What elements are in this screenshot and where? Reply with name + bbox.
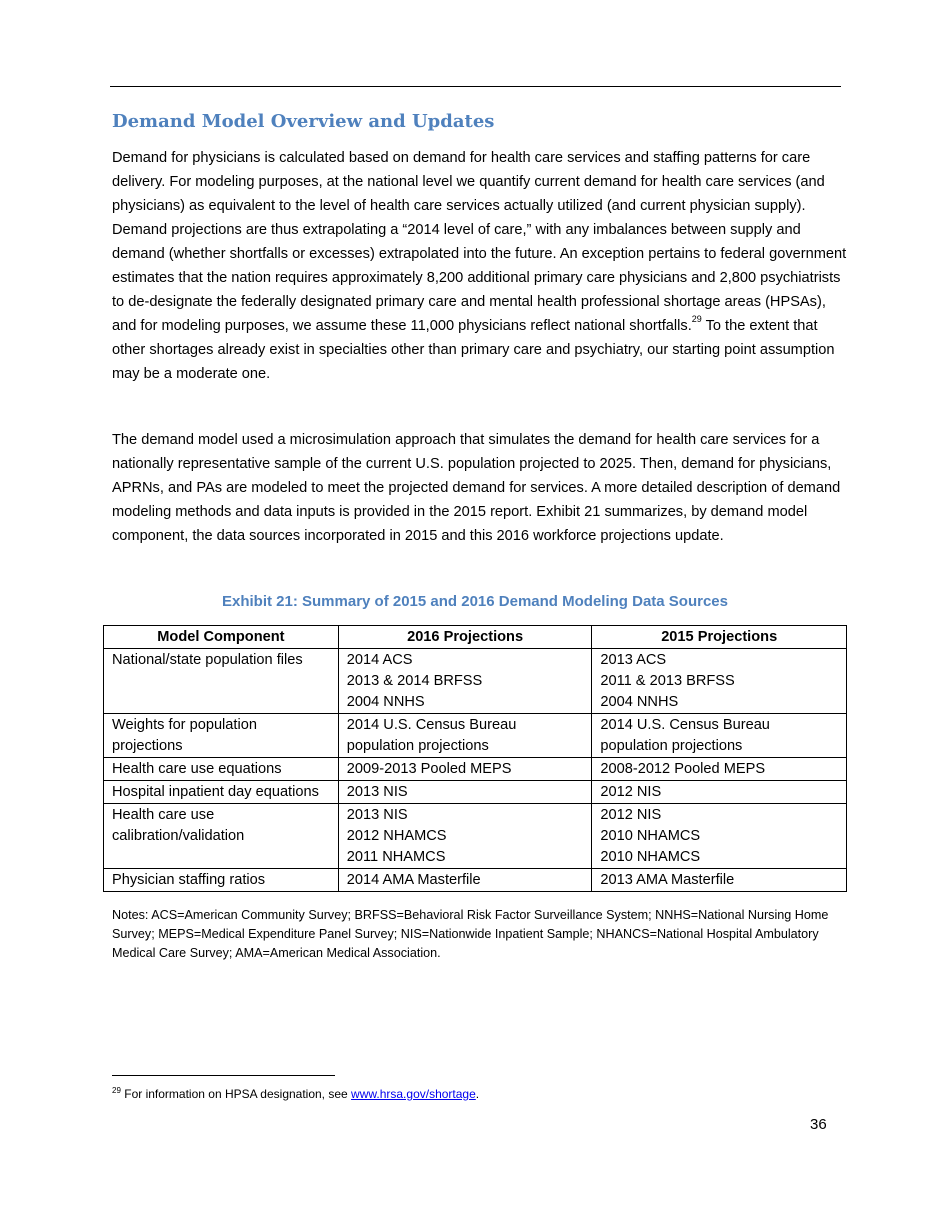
source-item: 2010 NHAMCS xyxy=(600,828,701,844)
cell-2015 xyxy=(592,804,847,869)
table-row xyxy=(104,869,847,892)
column-header-2015-projections: 2015 Projections xyxy=(592,626,847,649)
cell-component: Health care use calibration/validation xyxy=(104,804,339,869)
cell-2016: 2014 U.S. Census Bureau population projections xyxy=(338,714,592,758)
source-item: 2012 NHAMCS xyxy=(346,828,447,844)
cell-2015: 2008-2012 Pooled MEPS xyxy=(592,758,847,781)
data-sources-table xyxy=(103,625,847,892)
source-item: 2004 NNHS xyxy=(346,694,425,710)
source-item: 2011 & 2013 BRFSS xyxy=(600,673,735,689)
source-item: 2010 NHAMCS xyxy=(600,849,701,865)
source-item: 2014 ACS xyxy=(346,652,413,668)
cell-2015: 2013 AMA Masterfile xyxy=(592,869,847,892)
table-row xyxy=(104,804,847,869)
section-heading: Demand Model Overview and Updates xyxy=(112,111,495,132)
column-header-model-component: Model Component xyxy=(104,626,339,649)
cell-2016: 2009-2013 Pooled MEPS xyxy=(338,758,592,781)
header-rule xyxy=(110,86,841,87)
table-header-row xyxy=(104,626,847,649)
source-item: 2004 NNHS xyxy=(600,694,679,710)
footnote-text: For information on HPSA designation, see xyxy=(120,1087,352,1101)
footnote-end: . xyxy=(475,1087,480,1101)
paragraph-microsimulation: The demand model used a microsimulation approach that simulates the demand for health care services for a nationally representative sample of the current U.S. population projected to 2025. Then, demand for physicians, APRNs, and PAs are modeled to meet the projected demand for services. A more detailed description of demand modeling methods and data inputs is provided in the 2015 report. Exhibit 21 summarizes, by demand model component, the data sources incorporated in 2015 and this 2016 workforce projections update. xyxy=(112,432,841,544)
paragraph-demand-intro xyxy=(112,146,847,386)
table-notes: Notes: ACS=American Community Survey; BRFSS=Behavioral Risk Factor Surveillance System; NNHS=National Nursing Home Survey; MEPS=Medical Expenditure Panel Survey; NIS=Nationwide Inpatient Sample; NHANCS=National Hospital Ambulatory Medical Care Survey; AMA=American Medical Association. xyxy=(112,908,829,960)
table-row xyxy=(104,781,847,804)
cell-2015: 2012 NIS xyxy=(592,781,847,804)
footnote-reference[interactable]: 29 xyxy=(691,314,702,325)
source-item: 2013 & 2014 BRFSS xyxy=(346,673,483,689)
cell-component: Hospital inpatient day equations xyxy=(104,781,339,804)
source-item: 2013 NIS xyxy=(346,807,408,823)
cell-2016 xyxy=(338,804,592,869)
cell-component: Weights for population projections xyxy=(104,714,339,758)
footnote-rule xyxy=(112,1075,335,1076)
paragraph-text: Demand for physicians is calculated based on demand for health care services and staffing patterns for care delivery. For modeling purposes, at the national level we quantify current demand for health care services (and physicians) as equivalent to the level of health care services actually utilized (and current physician supply). Demand projections are thus extrapolating a “2014 level of care,” with any imbalances between supply and demand (whether shortfalls or excesses) extrapolated into the future. An exception pertains to federal government estimates that the nation requires approximately 8,200 additional primary care physicians and 2,800 psychiatrists to de-designate the federally designated primary care and mental health professional shortage areas (HPSAs), and for modeling purposes, we assume these 11,000 physicians reflect national shortfalls. xyxy=(112,150,847,334)
source-item: 2012 NIS xyxy=(600,807,662,823)
cell-2015 xyxy=(592,649,847,714)
cell-component: National/state population files xyxy=(104,649,339,714)
footnote-link[interactable]: www.hrsa.gov/shortage xyxy=(351,1087,476,1101)
table-row xyxy=(104,758,847,781)
table-row xyxy=(104,714,847,758)
paragraph-text-continued: To the extent that other shortages already exist in specialties other than primary care and psychiatry, our starting point assumption may be a moderate one. xyxy=(112,318,835,382)
page-number: 36 xyxy=(810,1116,827,1133)
cell-2016 xyxy=(338,649,592,714)
cell-2016: 2013 NIS xyxy=(338,781,592,804)
cell-component: Health care use equations xyxy=(104,758,339,781)
cell-2016: 2014 AMA Masterfile xyxy=(338,869,592,892)
footnote-number: 29 xyxy=(112,1086,121,1095)
cell-component: Physician staffing ratios xyxy=(104,869,339,892)
footnote xyxy=(112,1086,479,1101)
exhibit-caption: Exhibit 21: Summary of 2015 and 2016 Demand Modeling Data Sources xyxy=(222,593,728,610)
cell-2015: 2014 U.S. Census Bureau population projections xyxy=(592,714,847,758)
column-header-2016-projections: 2016 Projections xyxy=(338,626,592,649)
source-item: 2011 NHAMCS xyxy=(346,849,446,865)
table-row xyxy=(104,649,847,714)
source-item: 2013 ACS xyxy=(600,652,667,668)
